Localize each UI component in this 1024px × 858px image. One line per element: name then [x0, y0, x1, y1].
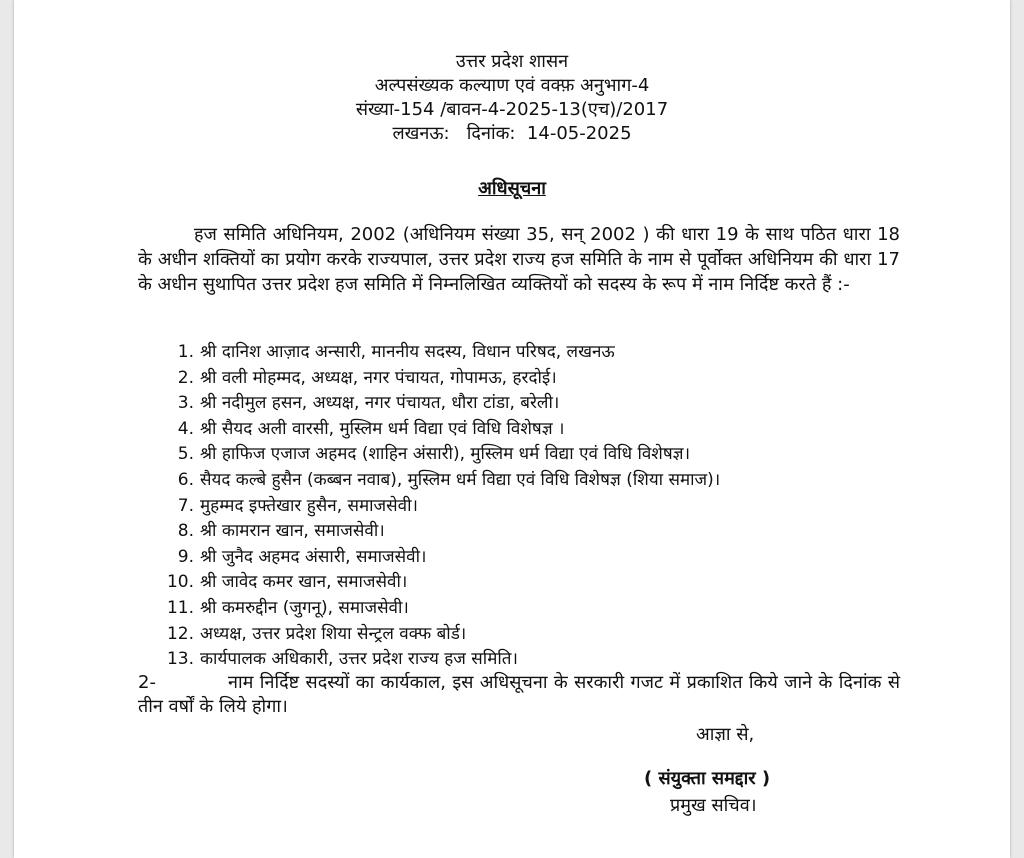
- list-item: [138, 442, 720, 468]
- item-number: 4.: [177, 418, 194, 439]
- list-item: [138, 366, 720, 392]
- item-text: श्री दानिश आज़ाद अन्सारी, माननीय सदस्य, विधान परिषद, लखनऊ: [200, 342, 615, 362]
- list-item: [138, 647, 720, 673]
- member-list: [138, 340, 720, 673]
- item-number: 2.: [177, 367, 194, 388]
- item-number: 1.: [177, 342, 194, 362]
- list-item: [138, 596, 720, 622]
- item-number: 5.: [177, 444, 194, 465]
- item-number: 11.: [166, 597, 194, 618]
- item-text: श्री जुनैद अहमद अंसारी, समाजसेवी।: [200, 546, 427, 567]
- item-text: कार्यपालक अधिकारी, उत्तर प्रदेश राज्य हज समिति।: [200, 649, 518, 670]
- item-text: अध्यक्ष, उत्तर प्रदेश शिया सेन्ट्रल वक्फ बोर्ड।: [200, 623, 467, 644]
- item-text: श्री हाफिज एजाज अहमद (शाहिन अंसारी), मुस्लिम धर्म विद्या एवं विधि विशेषज्ञ।: [200, 444, 691, 465]
- item-number: 13.: [166, 649, 194, 670]
- list-item: [138, 417, 720, 443]
- tenure-text: नाम निर्दिष्ट सदस्यों का कार्यकाल, इस अधिसूचना के सरकारी गजट में प्रकाशित किये जाने के दिनांक से तीन वर्षों के लिये होगा।: [138, 672, 900, 717]
- reference-number: संख्या-154 /बावन-4-2025-13(एच)/2017: [355, 99, 669, 120]
- signatory-name: ( संयुक्ता समद्दार ): [644, 768, 771, 789]
- item-text: श्री वली मोहम्मद, अध्यक्ष, नगर पंचायत, गोपामऊ, हरदोई।: [200, 367, 557, 388]
- signatory-designation: प्रमुख सचिव।: [670, 795, 757, 816]
- item-text: श्री जावेद कमर खान, समाजसेवी।: [200, 572, 408, 593]
- department-name: अल्पसंख्यक कल्याण एवं वक्फ़ अनुभाग-4: [374, 75, 650, 96]
- list-item: [138, 468, 720, 494]
- item-number: 8.: [177, 521, 194, 542]
- item-text: श्री सैयद अली वारसी, मुस्लिम धर्म विद्या एवं विधि विशेषज्ञ ।: [200, 418, 565, 439]
- document-header: [14, 50, 1010, 146]
- item-text: सैयद कल्बे हुसैन (कब्बन नवाब), मुस्लिम धर्म विद्या एवं विधि विशेषज्ञ (शिया समाज)।: [200, 469, 721, 490]
- place-date: लखनऊ: दिनांक: 14-05-2025: [392, 123, 632, 144]
- tenure-paragraph: [138, 671, 900, 719]
- notification-title: अधिसूचना: [478, 178, 546, 199]
- list-item: [138, 570, 720, 596]
- item-number: 9.: [177, 546, 194, 567]
- item-text: श्री कामरान खान, समाजसेवी।: [200, 521, 385, 542]
- item-number: 10.: [166, 572, 194, 593]
- document-page: [14, 0, 1010, 858]
- list-item: [138, 340, 720, 366]
- item-text: श्री कमरुद्दीन (जुगनू), समाजसेवी।: [200, 597, 409, 618]
- govt-name: उत्तर प्रदेश शासन: [455, 51, 569, 72]
- item-number: 3.: [177, 393, 194, 414]
- order-line: आज्ञा से,: [696, 724, 755, 745]
- item-number: 6.: [177, 469, 194, 490]
- list-item: [138, 391, 720, 417]
- item-number: 7.: [177, 495, 194, 516]
- list-item: [138, 545, 720, 571]
- list-item: [138, 519, 720, 545]
- notification-paragraph: हज समिति अधिनियम, 2002 (अधिनियम संख्या 35, सन् 2002 ) की धारा 19 के साथ पठित धारा 18 के अधीन शक्तियों का प्रयोग करके राज्यपाल, उत्तर प्रदेश राज्य हज समिति के नाम से पूर्वोक्त अधिनियम की धारा 17 के अधीन सुथापित उत्तर प्रदेश हज समिति में निम्नलिखित व्यक्तियों को सदस्य के रूप में नाम निर्दिष्ट करते हैं :-: [138, 224, 900, 295]
- item-text: मुहम्मद इफ्तेखार हुसैन, समाजसेवी।: [200, 495, 418, 516]
- paragraph-number: 2-: [138, 672, 156, 693]
- item-number: 12.: [166, 623, 194, 644]
- list-item: [138, 494, 720, 520]
- item-text: श्री नदीमुल हसन, अध्यक्ष, नगर पंचायत, धौरा टांडा, बरेली।: [200, 393, 560, 414]
- list-item: [138, 622, 720, 648]
